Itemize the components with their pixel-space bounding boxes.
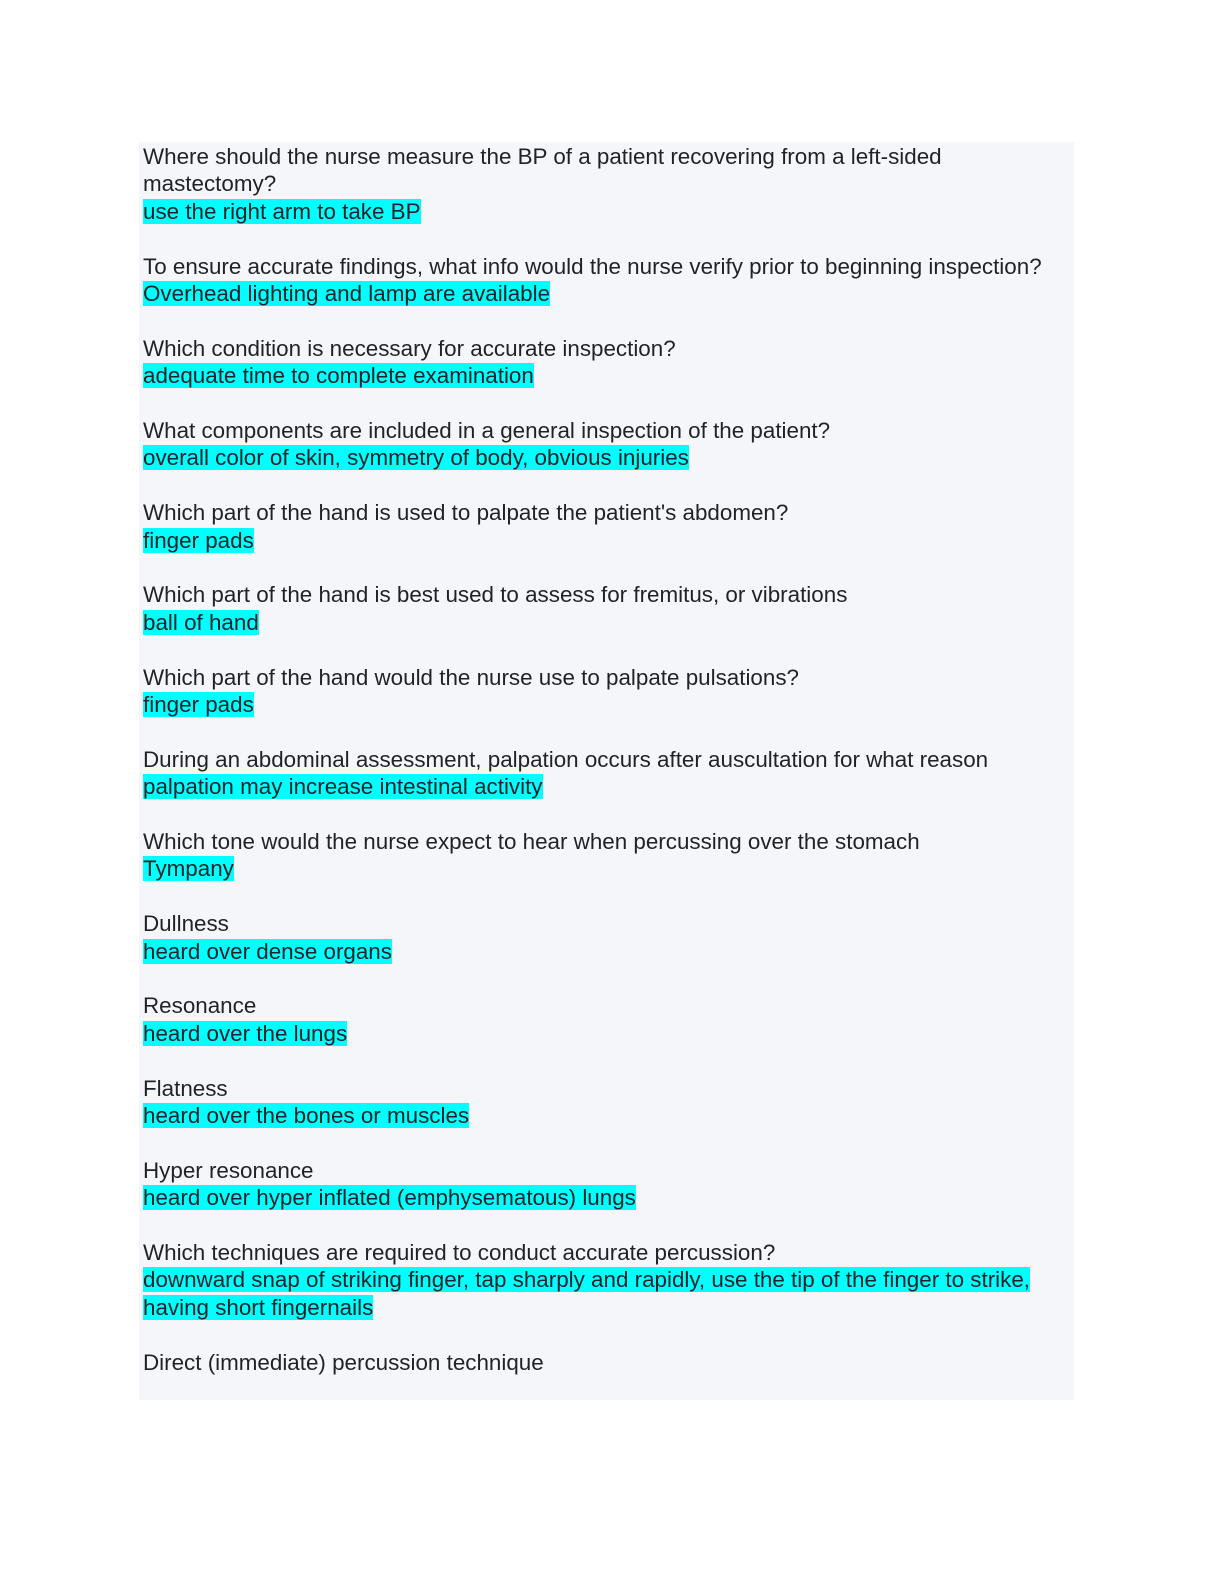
question-text: Where should the nurse measure the BP of a patient recovering from a left-sided mastectomy? <box>143 144 942 197</box>
question-text: Which techniques are required to conduct accurate percussion? <box>143 1240 776 1266</box>
question-text: Which part of the hand is best used to assess for fremitus, or vibrations <box>143 582 848 608</box>
question-text: What components are included in a general inspection of the patient? <box>143 418 831 444</box>
qa-item <box>143 1349 1063 1376</box>
qa-item <box>143 1157 1063 1212</box>
question-text: Which part of the hand is used to palpate the patient's abdomen? <box>143 500 789 526</box>
qa-item <box>143 828 1063 883</box>
question-text: Which condition is necessary for accurate inspection? <box>143 335 676 361</box>
answer-highlight: finger pads <box>143 692 254 718</box>
answer-highlight: Tympany <box>143 856 234 882</box>
qa-item <box>143 143 1063 225</box>
answer-highlight: heard over dense organs <box>143 938 392 964</box>
question-text: Which part of the hand would the nurse use to palpate pulsations? <box>143 664 799 690</box>
term-text: Hyper resonance <box>143 1157 314 1183</box>
answer-highlight: palpation may increase intestinal activity <box>143 774 543 800</box>
question-text: Which tone would the nurse expect to hear when percussing over the stomach <box>143 829 920 855</box>
qa-item <box>143 581 1063 636</box>
qa-item <box>143 335 1063 390</box>
qa-item <box>143 417 1063 472</box>
question-text: During an abdominal assessment, palpation occurs after auscultation for what reason <box>143 746 989 772</box>
qa-item <box>143 746 1063 801</box>
qa-item <box>143 253 1063 308</box>
qa-item <box>143 992 1063 1047</box>
qa-item <box>143 499 1063 554</box>
answer-highlight: downward snap of striking finger, tap sharply and rapidly, use the tip of the finger to strike, having short fingernails <box>143 1267 1030 1320</box>
term-text: Flatness <box>143 1075 228 1101</box>
qa-item <box>143 664 1063 719</box>
qa-item <box>143 910 1063 965</box>
answer-highlight: use the right arm to take BP <box>143 198 421 224</box>
answer-highlight: finger pads <box>143 527 254 553</box>
answer-highlight: overall color of skin, symmetry of body, obvious injuries <box>143 445 689 471</box>
term-text: Dullness <box>143 911 229 937</box>
term-text: Resonance <box>143 993 257 1019</box>
answer-highlight: heard over the bones or muscles <box>143 1103 470 1129</box>
answer-highlight: heard over hyper inflated (emphysematous) lungs <box>143 1185 636 1211</box>
qa-item <box>143 1075 1063 1130</box>
qa-item <box>143 1239 1063 1321</box>
answer-highlight: adequate time to complete examination <box>143 363 534 389</box>
answer-highlight: Overhead lighting and lamp are available <box>143 281 551 307</box>
answer-highlight: heard over the lungs <box>143 1020 348 1046</box>
answer-highlight: ball of hand <box>143 609 259 635</box>
qa-list <box>143 143 1063 1403</box>
question-text: To ensure accurate findings, what info would the nurse verify prior to beginning inspection? <box>143 253 1042 279</box>
term-text: Direct (immediate) percussion technique <box>143 1349 544 1375</box>
